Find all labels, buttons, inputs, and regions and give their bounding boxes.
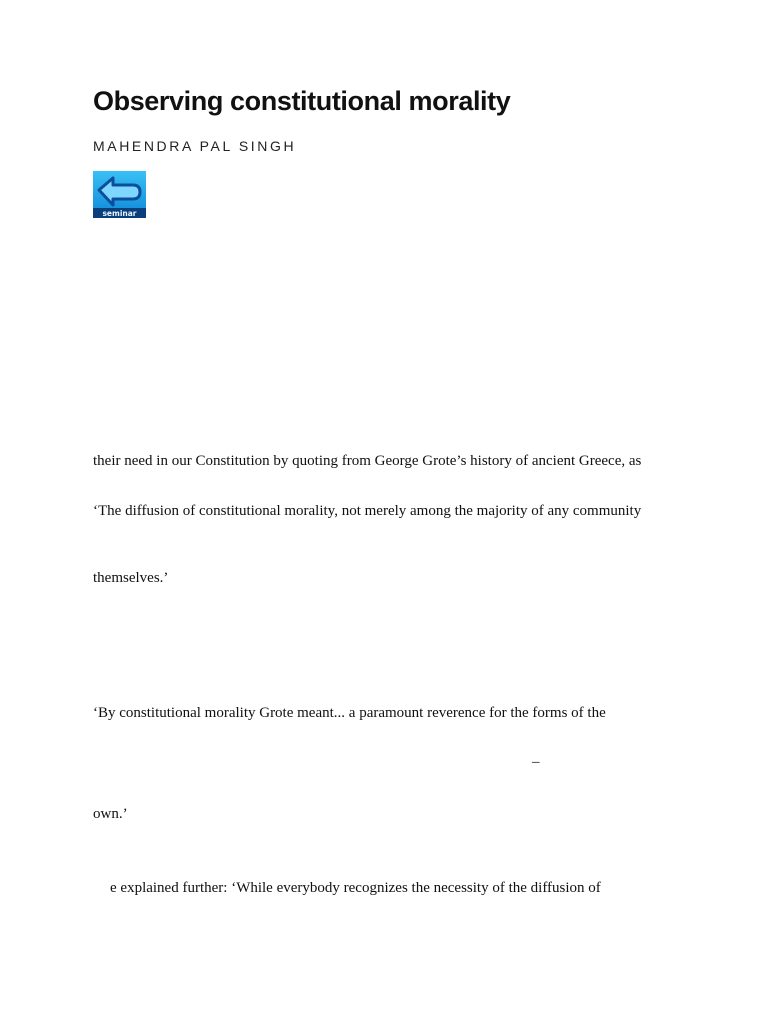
body-text-line: ‘The diffusion of constitutional morality, not merely among the majority of any community	[93, 503, 642, 519]
body-text-line: own.’	[93, 806, 128, 822]
body-text-dash: –	[532, 754, 540, 770]
logo-text: seminar	[102, 209, 137, 218]
back-arrow-seminar-icon[interactable]	[93, 171, 146, 218]
body-text-line: e explained further: ‘While everybody recognizes the necessity of the diffusion of	[110, 880, 601, 896]
article-author: MAHENDRA PAL SINGH	[93, 138, 297, 154]
body-text-line: ‘By constitutional morality Grote meant... a paramount reverence for the forms of the	[93, 705, 606, 721]
body-text-line: their need in our Constitution by quoting from George Grote’s history of ancient Greece, as	[93, 453, 642, 469]
article-title: Observing constitutional morality	[93, 86, 511, 116]
body-text-line: themselves.’	[93, 570, 169, 586]
